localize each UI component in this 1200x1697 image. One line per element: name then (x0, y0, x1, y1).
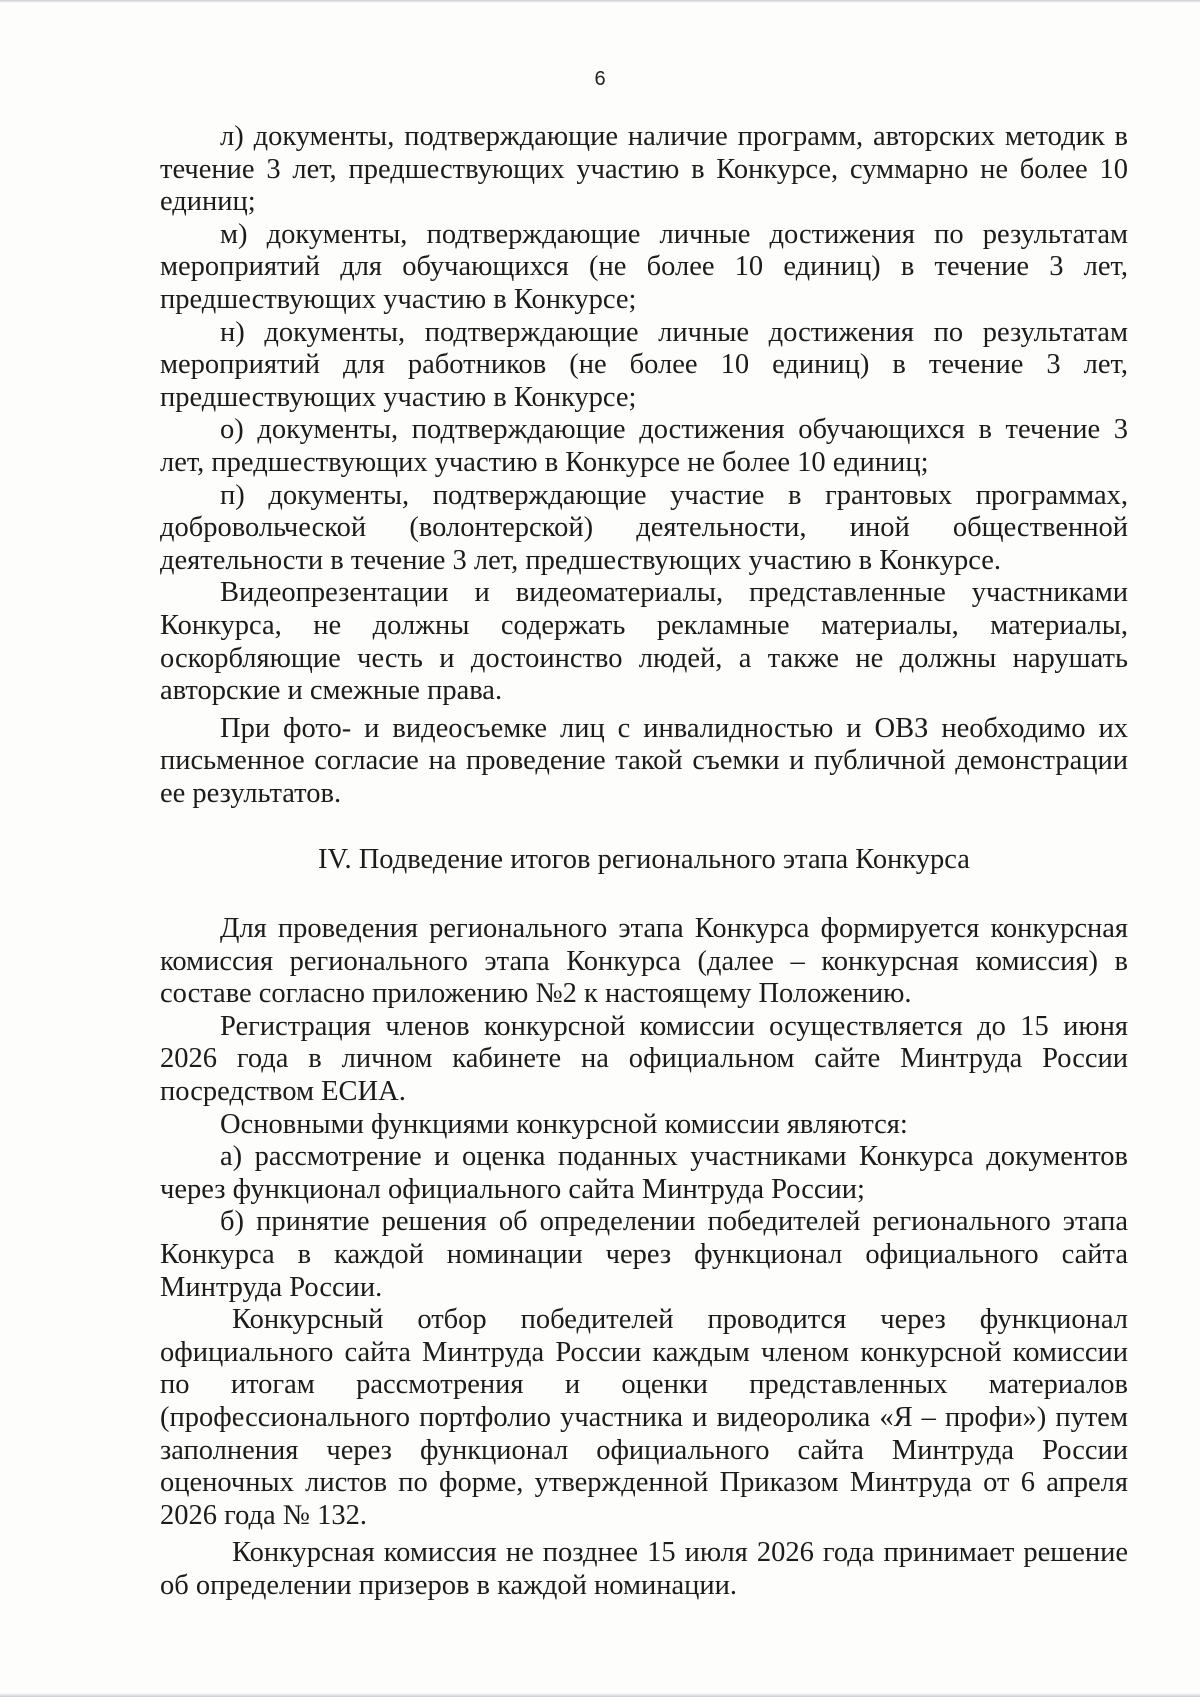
registration-paragraph: Регистрация членов конкурсной комиссии осуществляется до 15 июня 2026 года в личном кабинете на официальном сайте Минтруда России посредством ЕСИА. (160, 1010, 1128, 1108)
list-item-p: п) документы, подтверждающие участие в грантовых программах, добровольческой (волонтерской) деятельности, иной общественной деятельности в течение 3 лет, предшествующих участию в Конкурсе. (160, 479, 1128, 576)
consent-paragraph: При фото- и видеосъемке лиц с инвалидностью и ОВЗ необходимо их письменное согласие на проведение такой съемки и публичной демонстрации ее результатов. (160, 712, 1128, 809)
function-b: б) принятие решения об определении победителей регионального этапа Конкурса в каждой номинации через функционал официального сайта Минтруда России. (160, 1206, 1128, 1303)
scan-bottom-edge (0, 1693, 1200, 1697)
list-item-m: м) документы, подтверждающие личные достижения по результатам мероприятий для обучающихся (не более 10 единиц) в течение 3 лет, предшествующих участию в Конкурсе; (160, 218, 1128, 315)
commission-paragraph: Для проведения регионального этапа Конкурса формируется конкурсная комиссия регионального этапа Конкурса (далее – конкурсная комиссия) в составе согласно приложению №2 к настоящему Положению. (160, 913, 1128, 1010)
selection-paragraph: Конкурсный отбор победителей проводится через функционал официального сайта Минтруда России каждым членом конкурсной комиссии по итогам рассмотрения и оценки представленных материалов (профессионального портфолио участника и видеоролика «Я – профи») путем заполнения через функционал официального сайта Минтруда России оценочных листов по форме, утвержденной Приказом Минтруда от 6 апреля 2026 года № 132. (160, 1304, 1128, 1531)
list-item-o: о) документы, подтверждающие достижения обучающихся в течение 3 лет, предшествующих участию в Конкурсе не более 10 единиц; (160, 414, 1128, 478)
video-paragraph: Видеопрезентации и видеоматериалы, представленные участниками Конкурса, не должны содержать рекламные материалы, материалы, оскорбляющие честь и достоинство людей, а также не должны нарушать авторские и смежные права. (160, 577, 1128, 707)
list-item-n: н) документы, подтверждающие личные достижения по результатам мероприятий для работников (не более 10 единиц) в течение 3 лет, предшествующих участию в Конкурсе; (160, 316, 1128, 413)
functions-intro: Основными функциями конкурсной комиссии являются: (220, 1108, 908, 1140)
document-body (160, 121, 1128, 1603)
function-a: а) рассмотрение и оценка поданных участниками Конкурса документов через функционал официального сайта Минтруда России; (160, 1141, 1128, 1205)
list-item-l: л) документы, подтверждающие наличие программ, авторских методик в течение 3 лет, предшествующих участию в Конкурсе, суммарно не более 10 единиц; (160, 121, 1128, 218)
decision-paragraph: Конкурсная комиссия не позднее 15 июля 2026 года принимает решение об определении призеров в каждой номинации. (160, 1537, 1128, 1601)
section-heading: IV. Подведение итогов регионального этапа Конкурса (318, 844, 970, 876)
page-number: 6 (594, 68, 606, 90)
scan-top-edge (0, 0, 1200, 3)
